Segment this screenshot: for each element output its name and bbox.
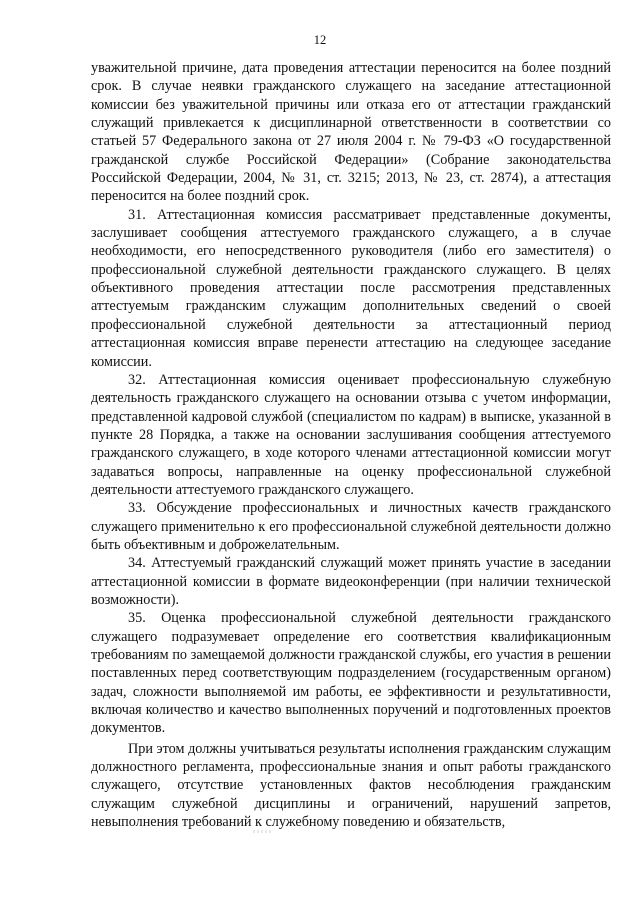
paragraph-33: 33. Обсуждение профессиональных и личностных качеств гражданского служащего применительно к его профессиональной служебной деятельности должно быть объективным и доброжелательным. (91, 500, 611, 553)
paragraph-32: 32. Аттестационная комиссия оценивает профессиональную служебную деятельность гражданского служащего на основании отзыва с учетом информации, представленной кадровой службой (специалистом по кадрам) в выписке, указанной в пункте 28 Порядка, а также на основании заслушивания сообщения аттестуемого гражданского служащего, в ходе которого членами аттестационной комиссии могут задаваться вопросы, направленные на оценку профессиональной служебной деятельности аттестуемого гражданского служащего. (91, 371, 611, 498)
paragraph-35-continuation: При этом должны учитываться результаты исполнения гражданским служащим должностного регламента, профессиональные знания и опыт работы гражданского служащего, отсутствие установленных фактов несоблюдения гражданским служащим служебной дисциплины и ограничений, нарушений запретов, невыполнения требований к служебному поведению и обязательств, (91, 740, 611, 831)
paragraph-34: 34. Аттестуемый гражданский служащий может принять участие в заседании аттестационной комиссии в формате видеоконференции (при наличии технической возможности). (91, 555, 611, 608)
paragraph-35: 35. Оценка профессиональной служебной деятельности гражданского служащего подразумевает определение его соответствия квалификационным требованиям по замещаемой должности гражданской службы, его участия в решении поставленных перед соответствующим подразделением (государственным органом) задач, сложности выполняемой им работы, ее эффективности и результативности, включая количество и качество выполненных поручений и подготовленных проектов документов. (91, 610, 611, 737)
document-body (91, 59, 611, 831)
paragraph-continuation: уважительной причине, дата проведения аттестации переносится на более поздний срок. В случае неявки гражданского служащего на заседание аттестационной комиссии без уважительной причины или отказа его от аттестации гражданский служащий привлекается к дисциплинарной ответственности в соответствии со статьей 57 Федерального закона от 27 июля 2004 г. № 79-ФЗ «О государственной гражданской службе Российской Федерации» (Собрание законодательства Российской Федерации, 2004, № 31, ст. 3215; 2013, № 23, ст. 2874), а аттестация переносится на более поздний срок. (91, 60, 611, 205)
page-number: 12 (313, 33, 327, 47)
paragraph-31: 31. Аттестационная комиссия рассматривает представленные документы, заслушивает сообщения аттестуемого гражданского служащего, а в случае необходимости, его непосредственного руководителя (либо его заместителя) о профессиональной служебной деятельности гражданского служащего. В целях объективного проведения аттестации после рассмотрения представленных аттестуемым гражданским служащим дополнительных сведений о своей профессиональной служебной деятельности за аттестационный период аттестационная комиссия вправе перенести аттестацию на следующее заседание комиссии. (91, 206, 611, 370)
scan-artifact (253, 830, 271, 833)
